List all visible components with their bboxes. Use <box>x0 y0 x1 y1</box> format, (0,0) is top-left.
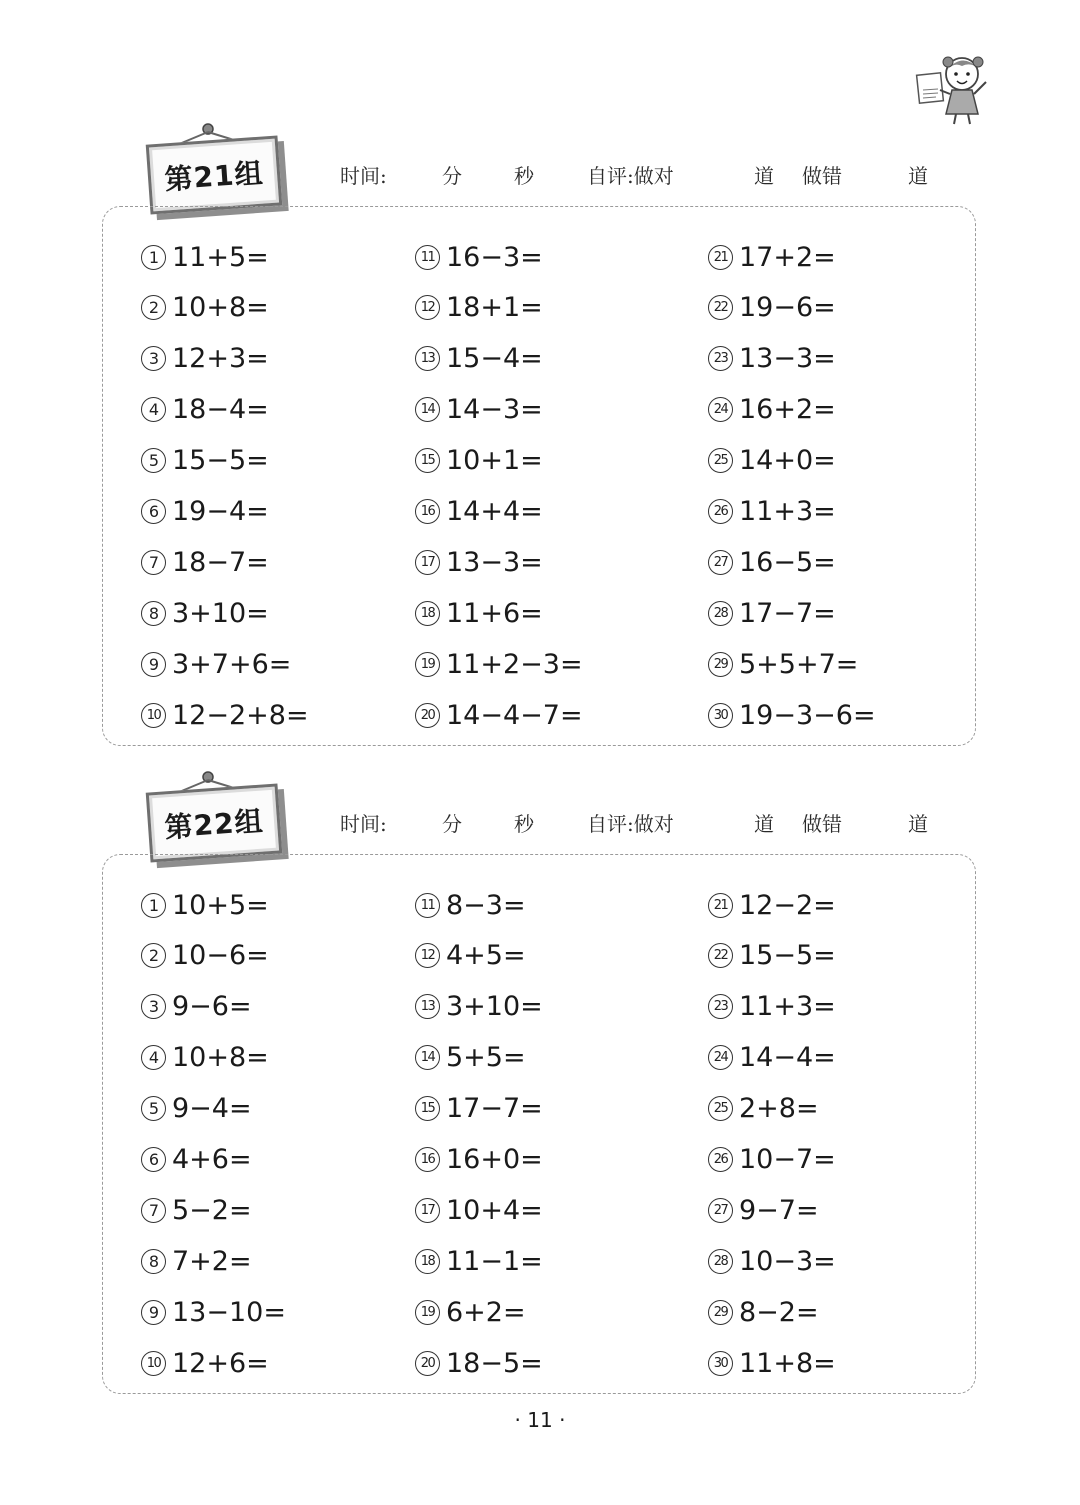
problem-item <box>141 1241 252 1281</box>
problem-number: 8 <box>141 601 166 626</box>
problem-item <box>141 288 269 328</box>
problem-expression: 14+4= <box>446 496 543 527</box>
problem-item <box>141 492 269 532</box>
problem-number: 10 <box>141 1351 166 1376</box>
problem-expression: 11+5= <box>172 241 269 273</box>
problem-expression: 12+6= <box>172 1347 269 1379</box>
problem-expression: 12+3= <box>172 343 269 375</box>
problem-number: 4 <box>141 1045 166 1070</box>
problem-number: 25 <box>708 448 733 473</box>
problem-expression: 4+6= <box>172 1144 252 1175</box>
problem-expression: 10−3= <box>739 1245 836 1277</box>
problem-item <box>708 1241 836 1281</box>
group-title: 第22组 <box>146 783 283 862</box>
problem-expression: 10+5= <box>172 889 269 921</box>
problem-expression: 14−3= <box>446 394 543 426</box>
problem-item <box>415 441 543 481</box>
problem-item <box>708 695 876 735</box>
problem-number: 15 <box>415 1096 440 1121</box>
problem-item <box>141 644 291 684</box>
problem-item <box>141 1190 252 1230</box>
time-label: 时间: <box>340 164 387 188</box>
problem-item <box>141 695 309 735</box>
problem-number: 29 <box>708 652 733 677</box>
problem-number: 20 <box>415 1351 440 1376</box>
problem-expression: 14−4= <box>739 1042 836 1074</box>
problem-number: 28 <box>708 601 733 626</box>
problem-expression: 10−7= <box>739 1144 836 1175</box>
problem-expression: 13−3= <box>739 343 836 375</box>
problem-box <box>102 854 976 1394</box>
problem-item <box>141 936 269 976</box>
problem-expression: 18+1= <box>446 292 543 324</box>
wrong-unit: 道 <box>908 812 928 836</box>
second-label: 秒 <box>514 812 534 836</box>
problem-number: 18 <box>415 1249 440 1274</box>
problem-number: 16 <box>415 1147 440 1172</box>
problem-expression: 8−2= <box>739 1296 819 1328</box>
correct-unit: 道 <box>754 164 774 188</box>
problem-number: 2 <box>141 943 166 968</box>
problem-number: 24 <box>708 1045 733 1070</box>
problem-item <box>415 542 543 582</box>
problem-expression: 9−6= <box>172 991 252 1023</box>
problem-expression: 3+7+6= <box>172 648 292 680</box>
problem-expression: 18−7= <box>172 546 269 578</box>
problem-number: 7 <box>141 550 166 575</box>
problem-item <box>708 390 836 430</box>
problem-item <box>141 1343 269 1383</box>
problem-expression: 17−7= <box>446 1093 543 1125</box>
problem-number: 1 <box>141 245 166 270</box>
wrong-label: 做错 <box>802 812 842 836</box>
problem-expression: 12−2+8= <box>172 699 309 731</box>
problem-item <box>415 1190 543 1230</box>
problem-expression: 8−3= <box>446 889 526 921</box>
problem-expression: 4+5= <box>446 940 526 972</box>
problem-expression: 10−6= <box>172 940 269 972</box>
problem-item <box>415 288 543 328</box>
self-eval-label: 自评:做对 <box>587 164 674 188</box>
problem-item <box>415 695 583 735</box>
wrong-unit: 道 <box>908 164 928 188</box>
problem-expression: 15−5= <box>739 940 836 972</box>
problem-number: 24 <box>708 397 733 422</box>
problem-item <box>708 542 836 582</box>
problem-item <box>708 593 836 633</box>
correct-unit: 道 <box>754 812 774 836</box>
problem-item <box>415 1343 543 1383</box>
problem-number: 22 <box>708 943 733 968</box>
problem-expression: 17+2= <box>739 241 836 273</box>
problem-expression: 10+8= <box>172 292 269 324</box>
problem-item <box>708 1140 836 1180</box>
problem-expression: 15−5= <box>172 445 269 477</box>
mascot-girl-icon <box>912 52 996 126</box>
problem-item <box>708 1292 819 1332</box>
problem-number: 13 <box>415 994 440 1019</box>
problem-item <box>708 492 836 532</box>
problem-item <box>708 1343 836 1383</box>
problem-number: 5 <box>141 1096 166 1121</box>
problem-item <box>415 1089 543 1129</box>
problem-expression: 12−2= <box>739 889 836 921</box>
problem-number: 11 <box>415 245 440 270</box>
problem-expression: 10+4= <box>446 1194 543 1226</box>
problem-expression: 13−3= <box>446 546 543 578</box>
problem-item <box>415 885 526 925</box>
time-label: 时间: <box>340 812 387 836</box>
problem-number: 22 <box>708 295 733 320</box>
problem-expression: 11+3= <box>739 496 836 527</box>
problem-number: 27 <box>708 1198 733 1223</box>
problem-expression: 11+2−3= <box>446 648 583 680</box>
problem-number: 13 <box>415 346 440 371</box>
problem-item <box>415 492 543 532</box>
problem-expression: 11+3= <box>739 991 836 1023</box>
problem-expression: 19−4= <box>172 496 269 527</box>
problem-expression: 10+8= <box>172 1042 269 1074</box>
problem-number: 14 <box>415 397 440 422</box>
problem-expression: 5+5= <box>446 1042 526 1074</box>
problem-expression: 2+8= <box>739 1093 819 1125</box>
problem-item <box>141 885 269 925</box>
problem-box <box>102 206 976 746</box>
wrong-label: 做错 <box>802 164 842 188</box>
problem-number: 2 <box>141 295 166 320</box>
problem-expression: 3+10= <box>446 991 543 1023</box>
problem-item <box>708 339 836 379</box>
problem-item <box>415 237 543 277</box>
problem-number: 5 <box>141 448 166 473</box>
problem-expression: 11−1= <box>446 1245 543 1277</box>
problem-number: 30 <box>708 703 733 728</box>
problem-expression: 16+2= <box>739 394 836 426</box>
problem-item <box>708 885 836 925</box>
problem-item <box>415 339 543 379</box>
problem-number: 28 <box>708 1249 733 1274</box>
problem-number: 14 <box>415 1045 440 1070</box>
self-eval-label: 自评:做对 <box>587 812 674 836</box>
problem-item <box>141 593 269 633</box>
problem-item <box>141 542 269 582</box>
problem-number: 23 <box>708 346 733 371</box>
problem-item <box>708 1190 819 1230</box>
problem-number: 6 <box>141 1147 166 1172</box>
problem-expression: 18−4= <box>172 394 269 426</box>
problem-item <box>141 339 269 379</box>
problem-expression: 3+10= <box>172 597 269 629</box>
problem-expression: 5+5+7= <box>739 648 859 680</box>
problem-expression: 16−5= <box>739 546 836 578</box>
problem-expression: 15−4= <box>446 343 543 375</box>
problem-number: 12 <box>415 295 440 320</box>
problem-expression: 19−3−6= <box>739 699 876 731</box>
problem-expression: 18−5= <box>446 1347 543 1379</box>
problem-expression: 14+0= <box>739 445 836 477</box>
problem-number: 1 <box>141 893 166 918</box>
problem-number: 15 <box>415 448 440 473</box>
problem-item <box>708 288 836 328</box>
problem-number: 10 <box>141 703 166 728</box>
problem-expression: 7+2= <box>172 1245 252 1277</box>
timing-evaluation-line <box>340 160 950 192</box>
problem-expression: 6+2= <box>446 1296 526 1328</box>
problem-number: 27 <box>708 550 733 575</box>
problem-number: 29 <box>708 1300 733 1325</box>
problem-number: 16 <box>415 499 440 524</box>
problem-number: 25 <box>708 1096 733 1121</box>
problem-expression: 10+1= <box>446 445 543 477</box>
problem-expression: 19−6= <box>739 292 836 324</box>
timing-evaluation-line <box>340 808 950 840</box>
problem-number: 3 <box>141 994 166 1019</box>
problem-item <box>415 1140 543 1180</box>
problem-expression: 9−4= <box>172 1093 252 1125</box>
problem-number: 3 <box>141 346 166 371</box>
problem-number: 26 <box>708 499 733 524</box>
second-label: 秒 <box>514 164 534 188</box>
problem-item <box>141 1089 252 1129</box>
problem-number: 9 <box>141 652 166 677</box>
minute-label: 分 <box>442 164 462 188</box>
problem-number: 20 <box>415 703 440 728</box>
problem-number: 23 <box>708 994 733 1019</box>
problem-number: 19 <box>415 1300 440 1325</box>
page-number: · 11 · <box>514 1408 566 1432</box>
problem-number: 7 <box>141 1198 166 1223</box>
problem-item <box>141 390 269 430</box>
problem-item <box>708 1038 836 1078</box>
problem-item <box>415 644 583 684</box>
problem-number: 12 <box>415 943 440 968</box>
problem-item <box>708 987 836 1027</box>
problem-item <box>415 390 543 430</box>
problem-item <box>141 987 252 1027</box>
problem-item <box>415 1241 543 1281</box>
problem-item <box>415 936 526 976</box>
problem-item <box>708 644 858 684</box>
problem-expression: 16−3= <box>446 241 543 273</box>
problem-item <box>708 1089 819 1129</box>
problem-number: 26 <box>708 1147 733 1172</box>
problem-number: 19 <box>415 652 440 677</box>
problem-number: 21 <box>708 893 733 918</box>
problem-number: 6 <box>141 499 166 524</box>
problem-item <box>415 987 543 1027</box>
problem-expression: 5−2= <box>172 1194 252 1226</box>
problem-item <box>415 593 543 633</box>
problem-item <box>415 1038 526 1078</box>
problem-number: 9 <box>141 1300 166 1325</box>
problem-number: 21 <box>708 245 733 270</box>
problem-item <box>141 1140 252 1180</box>
problem-item <box>141 441 269 481</box>
problem-expression: 14−4−7= <box>446 699 583 731</box>
problem-expression: 11+8= <box>739 1347 836 1379</box>
problem-item <box>415 1292 526 1332</box>
problem-item <box>141 1038 269 1078</box>
problem-number: 30 <box>708 1351 733 1376</box>
problem-number: 11 <box>415 893 440 918</box>
problem-expression: 11+6= <box>446 597 543 629</box>
problem-number: 4 <box>141 397 166 422</box>
problem-item <box>708 936 836 976</box>
group-title: 第21组 <box>146 135 283 214</box>
problem-expression: 16+0= <box>446 1144 543 1175</box>
problem-expression: 13−10= <box>172 1296 286 1328</box>
problem-item <box>141 1292 286 1332</box>
problem-expression: 17−7= <box>739 597 836 629</box>
minute-label: 分 <box>442 812 462 836</box>
problem-number: 17 <box>415 1198 440 1223</box>
problem-item <box>708 237 836 277</box>
problem-item <box>141 237 269 277</box>
problem-item <box>708 441 836 481</box>
problem-expression: 9−7= <box>739 1194 819 1226</box>
problem-number: 17 <box>415 550 440 575</box>
problem-number: 8 <box>141 1249 166 1274</box>
problem-number: 18 <box>415 601 440 626</box>
